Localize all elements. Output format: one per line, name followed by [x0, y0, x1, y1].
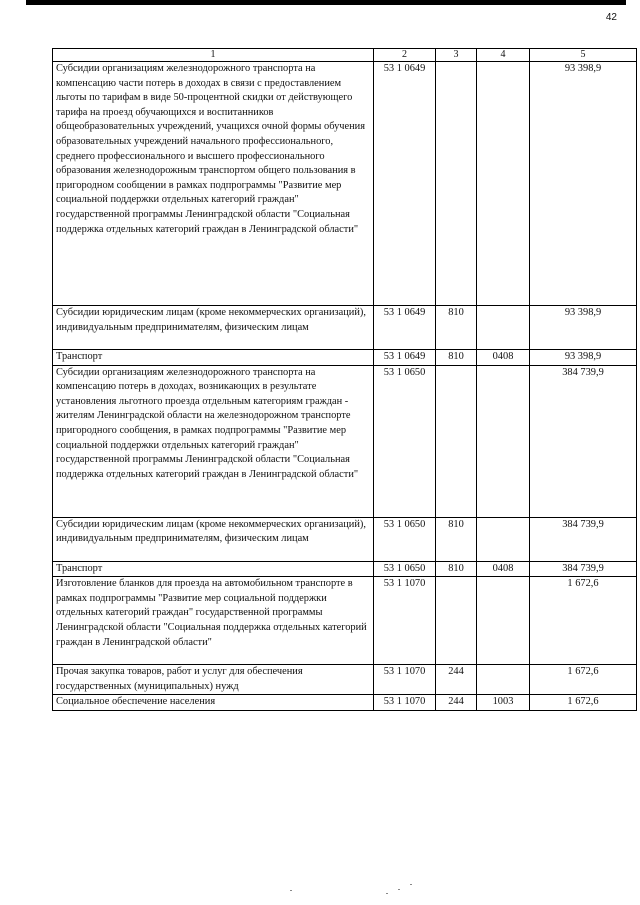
- row-target-code: 53 1 1070: [374, 577, 436, 665]
- table-row: [53, 350, 637, 366]
- row-name: Социальное обеспечение населения: [53, 695, 374, 711]
- row-expense-type: 810: [436, 561, 477, 577]
- row-section: [477, 62, 530, 306]
- table-row: [53, 62, 637, 306]
- header-col-4: 4: [477, 49, 530, 62]
- scan-speck: [386, 893, 388, 894]
- row-amount: 384 739,9: [530, 561, 637, 577]
- row-name: Транспорт: [53, 350, 374, 366]
- row-expense-type: [436, 365, 477, 517]
- row-target-code: 53 1 0649: [374, 306, 436, 350]
- scan-speck: [410, 884, 412, 885]
- row-amount: 1 672,6: [530, 695, 637, 711]
- row-name: Субсидии организациям железнодорожного транспорта на компенсацию части потерь в доходах в связи с предоставлением льготы по тарифам в виде 50-процентной скидки от действующего тарифа на проезд обучающихся и воспитанников общеобразовательных учреждений, учащихся очной формы обучения образовательных учреждений начального профессионального, среднего профессионального и высшего профессионального образования железнодорожным транспортом общего пользования в пригородном сообщении в рамках подпрограммы "Развитие мер социальной поддержки отдельных категорий граждан" государственной программы Ленинградской области "Социальная поддержка отдельных категорий граждан в Ленинградской области": [53, 62, 374, 306]
- row-target-code: 53 1 0650: [374, 561, 436, 577]
- row-amount: 93 398,9: [530, 350, 637, 366]
- page-number: 42: [605, 12, 617, 23]
- row-target-code: 53 1 0649: [374, 350, 436, 366]
- row-name: Изготовление бланков для проезда на автомобильном транспорте в рамках подпрограммы "Развитие мер социальной поддержки отдельных категорий граждан" государственной программы Ленинградской области "Социальная поддержка отдельных категорий граждан в Ленинградской области": [53, 577, 374, 665]
- row-target-code: 53 1 1070: [374, 665, 436, 695]
- table-row: [53, 365, 637, 517]
- row-name: Прочая закупка товаров, работ и услуг для обеспечения государственных (муниципальных) нужд: [53, 665, 374, 695]
- header-col-5: 5: [530, 49, 637, 62]
- table-row: [53, 306, 637, 350]
- table-row: [53, 517, 637, 561]
- row-section: 0408: [477, 350, 530, 366]
- row-section: 1003: [477, 695, 530, 711]
- table-row: [53, 665, 637, 695]
- scan-speck: [290, 890, 292, 891]
- row-section: [477, 365, 530, 517]
- row-expense-type: 244: [436, 665, 477, 695]
- row-target-code: 53 1 1070: [374, 695, 436, 711]
- table-row: [53, 695, 637, 711]
- row-target-code: 53 1 0650: [374, 517, 436, 561]
- row-section: [477, 517, 530, 561]
- row-section: [477, 577, 530, 665]
- row-expense-type: 244: [436, 695, 477, 711]
- row-amount: 1 672,6: [530, 577, 637, 665]
- row-expense-type: [436, 577, 477, 665]
- row-name: Субсидии юридическим лицам (кроме некоммерческих организаций), индивидуальным предпринимателям, физическим лицам: [53, 517, 374, 561]
- row-expense-type: 810: [436, 306, 477, 350]
- row-expense-type: [436, 62, 477, 306]
- header-col-3: 3: [436, 49, 477, 62]
- row-section: [477, 306, 530, 350]
- row-expense-type: 810: [436, 350, 477, 366]
- header-col-1: 1: [53, 49, 374, 62]
- row-expense-type: 810: [436, 517, 477, 561]
- row-name: Транспорт: [53, 561, 374, 577]
- table-row: [53, 577, 637, 665]
- scan-speck: [398, 889, 400, 890]
- row-amount: 93 398,9: [530, 306, 637, 350]
- row-section: [477, 665, 530, 695]
- row-name: Субсидии юридическим лицам (кроме некоммерческих организаций), индивидуальным предпринимателям, физическим лицам: [53, 306, 374, 350]
- table-row: [53, 561, 637, 577]
- row-amount: 1 672,6: [530, 665, 637, 695]
- row-amount: 93 398,9: [530, 62, 637, 306]
- row-amount: 384 739,9: [530, 517, 637, 561]
- budget-table: [52, 48, 637, 711]
- row-target-code: 53 1 0650: [374, 365, 436, 517]
- table-header-row: [53, 49, 637, 62]
- row-target-code: 53 1 0649: [374, 62, 436, 306]
- row-name: Субсидии организациям железнодорожного транспорта на компенсацию потерь в доходах, возникающих в результате установления льготного проезда отдельным категориям граждан - жителям Ленинградской области на железнодорожном транспорте пригородного сообщения, в рамках подпрограммы "Развитие мер социальной поддержки отдельных категорий граждан" государственной программы Ленинградской области "Социальная поддержка отдельных категорий граждан в Ленинградской области": [53, 365, 374, 517]
- header-col-2: 2: [374, 49, 436, 62]
- row-section: 0408: [477, 561, 530, 577]
- row-amount: 384 739,9: [530, 365, 637, 517]
- top-border-line: [26, 0, 626, 5]
